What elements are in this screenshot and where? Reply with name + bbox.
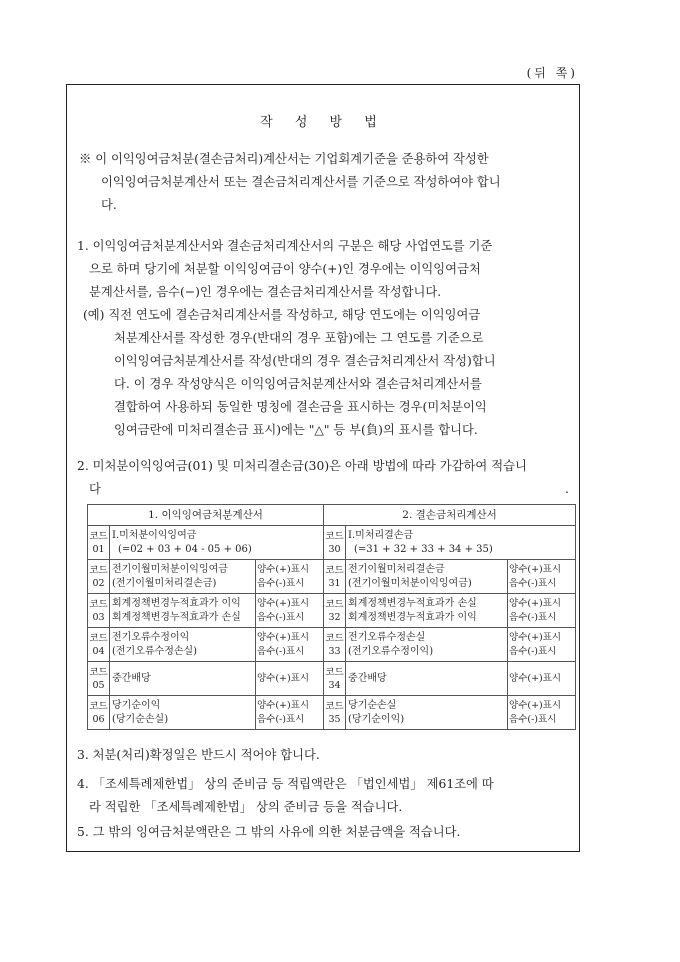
code-cell: 코드 02	[88, 560, 110, 594]
item-cell: 당기순손실 (당기순이익)	[346, 696, 508, 730]
code-cell: 코드 32	[324, 594, 346, 628]
example-line: 결합하여 사용하되 동일한 명칭에 결손금을 표시하는 경우(미처분이익	[114, 400, 487, 414]
item-4	[77, 773, 494, 819]
sign-cell: 양수(+)표시 음수(-)표시	[508, 560, 576, 594]
item-1-line: 으로 하며 당기에 처분할 이익잉여금이 양수(+)인 경우에는 이익잉여금처	[89, 262, 481, 276]
item-3: 3. 처분(처리)확정일은 반드시 적어야 합니다.	[77, 748, 320, 762]
table-header-deficit: 2. 결손금처리계산서	[324, 505, 576, 526]
sign-cell: 양수(+)표시 음수(-)표시	[256, 594, 324, 628]
sign-cell: 양수(+)표시 음수(-)표시	[508, 628, 576, 662]
item-1-line: 1. 이익잉여금처분계산서와 결손금처리계산서의 구분은 해당 사업연도를 기준	[77, 239, 493, 253]
example-line: 잉여금란에 미처리결손금 표시)에는 "△" 등 부(負)의 표시를 합니다.	[114, 423, 478, 437]
sign-cell: 양수(+)표시 음수(-)표시	[256, 696, 324, 730]
sign-cell: 양수(+)표시 음수(-)표시	[508, 594, 576, 628]
item-cell: Ⅰ.미처분이익잉여금 (=02 + 03 + 04 - 05 + 06)	[110, 526, 324, 560]
code-cell: 코드 30	[324, 526, 346, 560]
item-5: 5. 그 밖의 잉여금처분액란은 그 밖의 사유에 의한 처분금액을 적습니다.	[77, 825, 461, 839]
example-line: (예) 직전 연도에 결손금처리계산서를 작성하고, 해당 연도에는 이익잉여금	[83, 308, 481, 322]
instructions-frame	[66, 84, 580, 852]
table-header-surplus: 1. 이익잉여금처분계산서	[88, 505, 324, 526]
code-cell: 코드 04	[88, 628, 110, 662]
item-2-line: 다	[89, 482, 101, 496]
item-2	[77, 455, 527, 501]
table-row	[88, 628, 576, 662]
item-2-line: 2. 미처분이익잉여금(01) 및 미처리결손금(30)은 아래 방법에 따라 가감하여 적습니	[77, 459, 527, 473]
code-cell: 코드 01	[88, 526, 110, 560]
code-cell: 코드 35	[324, 696, 346, 730]
item-cell: Ⅰ.미처리결손금 (=31 + 32 + 33 + 34 + 35)	[346, 526, 576, 560]
item-cell: 전기오류수정손실 (전기오류수정이익)	[346, 628, 508, 662]
example-line: 이익잉여금처분계산서를 작성(반대의 경우 결손금처리계산서 작성)합니	[114, 354, 496, 368]
table-row	[88, 696, 576, 730]
code-cell: 코드 33	[324, 628, 346, 662]
item-cell: 전기이월미처리결손금 (전기이월미처분이익잉여금)	[346, 560, 508, 594]
table-row	[88, 560, 576, 594]
code-cell: 코드 05	[88, 662, 110, 696]
code-cell: 코드 06	[88, 696, 110, 730]
code-cell: 코드 34	[324, 662, 346, 696]
code-cell: 코드 03	[88, 594, 110, 628]
item-cell: 중간배당	[346, 662, 508, 696]
item-2-period: .	[565, 482, 569, 496]
item-cell: 전기이월미처분이익잉여금 (전기이월미처리결손금)	[110, 560, 256, 594]
calculation-table	[87, 504, 576, 730]
item-cell: 당기순이익 (당기순손실)	[110, 696, 256, 730]
note-block	[79, 148, 501, 217]
note-line: 다.	[101, 198, 117, 212]
sign-cell: 양수(+)표시	[508, 662, 576, 696]
item-4-line: 4. 「조세특례제한법」 상의 준비금 등 적립액란은 「법인세법」 제61조에 따	[77, 777, 494, 791]
item-cell: 중간배당	[110, 662, 256, 696]
note-line: ※ 이 이익잉여금처분(결손금처리)계산서는 기업회계기준을 준용하여 작성한	[79, 152, 489, 166]
item-cell: 전기오류수정이익 (전기오류수정손실)	[110, 628, 256, 662]
sign-cell: 양수(+)표시 음수(-)표시	[256, 628, 324, 662]
code-cell: 코드 31	[324, 560, 346, 594]
item-cell: 회계정책변경누적효과가 이익 회계정책변경누적효과가 손실	[110, 594, 256, 628]
sign-cell: 양수(+)표시	[256, 662, 324, 696]
example-line: 다. 이 경우 작성양식은 이익잉여금처분계산서와 결손금처리계산서를	[114, 377, 482, 391]
sign-cell: 양수(+)표시 음수(-)표시	[508, 696, 576, 730]
item-cell: 회계정책변경누적효과가 손실 회계정책변경누적효과가 이익	[346, 594, 508, 628]
item-1-line: 분계산서를, 음수(−)인 경우에는 결손금처리계산서를 작성합니다.	[89, 285, 442, 299]
item-4-line: 라 적립한 「조세특례제한법」 상의 준비금 등을 적습니다.	[89, 800, 403, 814]
table-row	[88, 594, 576, 628]
note-line: 이익잉여금처분계산서 또는 결손금처리계산서를 기준으로 작성하여야 합니	[101, 175, 501, 189]
example-block	[83, 304, 496, 442]
example-line: 처분계산서를 작성한 경우(반대의 경우 포함)에는 그 연도를 기준으로	[114, 331, 484, 345]
table-row	[88, 662, 576, 696]
item-1	[77, 235, 492, 304]
sign-cell: 양수(+)표시 음수(-)표시	[256, 560, 324, 594]
page-title: 작 성 방 법	[260, 115, 386, 130]
page-side-mark: (뒤 쪽)	[526, 66, 578, 80]
table-row	[88, 526, 576, 560]
